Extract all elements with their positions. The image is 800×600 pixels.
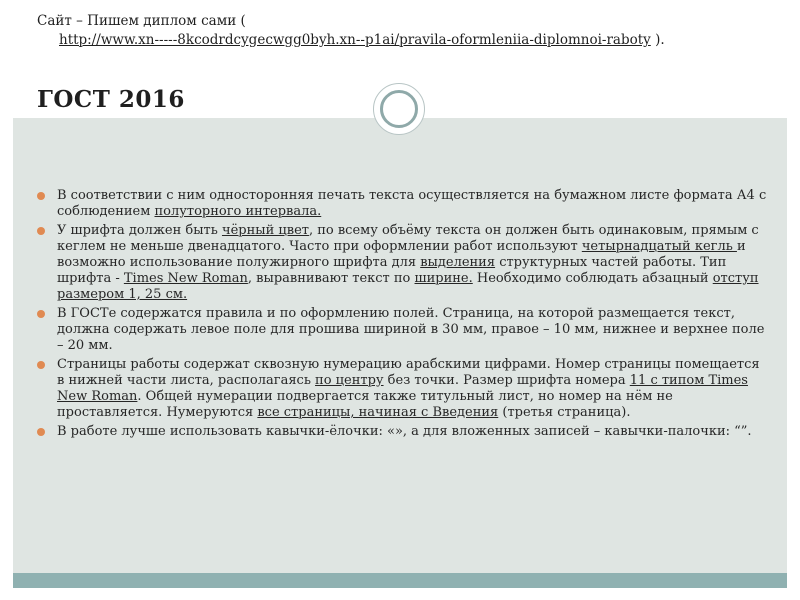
- text-run: Страницы работы содержат сквозную нумерацию арабскими цифрами. Номер страницы помещается в нижней части листа, располагаясь: [57, 357, 760, 388]
- bullet-dot-icon: [37, 428, 45, 436]
- text-run: и возможно использование полужирного шрифта для: [57, 239, 746, 270]
- underlined-text: 11 с типом Times New Roman: [57, 373, 748, 404]
- text-run: . Общей нумерации подвергается также титульный лист, но номер на нём не проставляется. Нумеруются: [57, 389, 673, 420]
- text-run: без точки. Размер шрифта номера: [383, 373, 630, 388]
- list-item: [37, 306, 767, 354]
- list-item: [37, 357, 767, 421]
- circle-badge-icon: [373, 83, 425, 135]
- underlined-text: выделения: [420, 255, 496, 270]
- underlined-text: все страницы, начиная с Введения: [257, 405, 499, 420]
- bullet-dot-icon: [37, 192, 45, 200]
- text-run: , выравнивают текст по: [247, 271, 415, 286]
- text-run: , по всему объёму текста он должен быть одинаковым, прямым с кеглем не меньше двенадцатого. Часто при оформлении работ используют: [57, 223, 759, 254]
- source-label: Сайт – Пишем диплом сами (: [37, 13, 246, 29]
- underlined-text: Times New Roman: [123, 271, 248, 286]
- underlined-text: ширине.: [414, 271, 473, 286]
- list-item: [37, 188, 767, 220]
- text-run: В работе лучше использовать кавычки-ёлочки: «», а для вложенных записей – кавычки-палочки: “”.: [57, 424, 752, 439]
- bullet-dot-icon: [37, 361, 45, 369]
- source-line: [37, 12, 777, 50]
- source-link[interactable]: http://www.xn-----8kcodrdcygecwgg0byh.xn--p1ai/pravila-oformleniia-diplomnoi-raboty: [59, 32, 651, 48]
- badge-ring: [380, 90, 418, 128]
- underlined-text: четырнадцатый кегль: [581, 239, 737, 254]
- list-item: [37, 223, 767, 303]
- underlined-text: чёрный цвет: [221, 223, 309, 238]
- text-run: структурных частей работы. Тип шрифта -: [57, 255, 727, 286]
- underlined-text: полуторного интервала.: [154, 204, 322, 219]
- bullet-dot-icon: [37, 227, 45, 235]
- text-run: В ГОСТе содержатся правила и по оформлению полей. Страница, на которой размещается текст, должна содержать левое поле для прошива шириной в 30 мм, правое – 10 мм, нижнее и верхнее поле – 20 мм.: [57, 306, 765, 353]
- text-run: (третья страница).: [498, 405, 631, 420]
- page-title: ГОСТ 2016: [37, 86, 185, 113]
- bottom-accent-bar: [13, 573, 787, 588]
- text-run: Необходимо соблюдать абзацный: [472, 271, 713, 286]
- source-suffix: ).: [650, 32, 665, 48]
- underlined-text: отступ размером 1, 25 см.: [57, 271, 759, 302]
- bullet-dot-icon: [37, 310, 45, 318]
- text-run: В соответствии с ним односторонняя печать текста осуществляется на бумажном листе формата А4 с соблюдением: [57, 188, 767, 219]
- text-run: У шрифта должен быть: [57, 223, 222, 238]
- bullet-list: [37, 188, 767, 443]
- list-item: [37, 424, 767, 440]
- underlined-text: по центру: [315, 373, 384, 388]
